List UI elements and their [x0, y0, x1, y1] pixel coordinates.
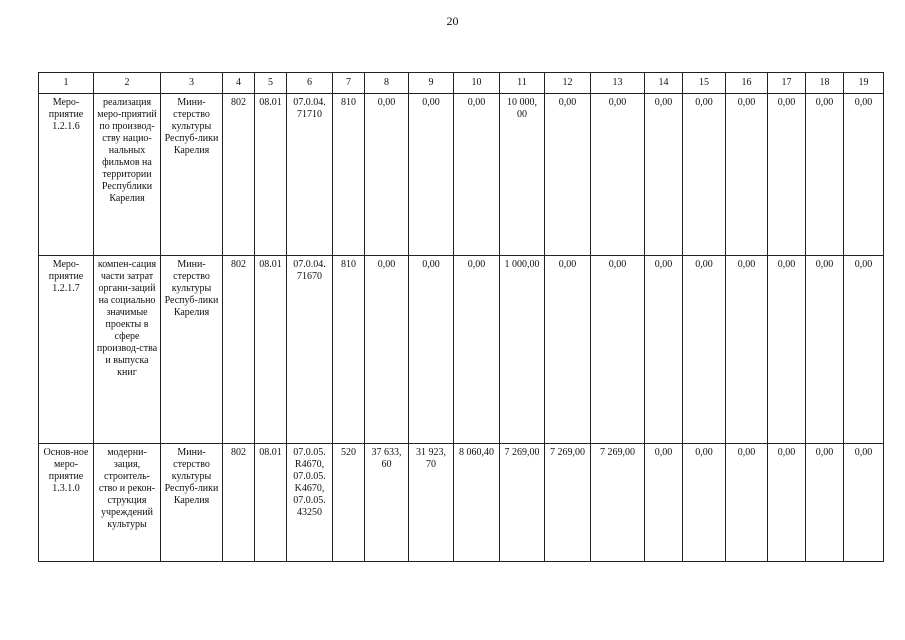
column-header: 13 [591, 73, 645, 94]
value-cell: 0,00 [409, 256, 454, 444]
value-cell: 0,00 [645, 444, 683, 562]
event-name-cell: реализация меро-приятий по производ-ству нацио-нальных фильмов на территории Республики Карелия [94, 94, 161, 256]
value-cell: 7 269,00 [500, 444, 545, 562]
value-cell: 0,00 [726, 256, 768, 444]
value-cell: 0,00 [683, 444, 726, 562]
column-header: 7 [333, 73, 365, 94]
column-header: 19 [844, 73, 884, 94]
section-code-cell: 08.01 [255, 94, 287, 256]
value-cell: 0,00 [545, 94, 591, 256]
column-header: 18 [806, 73, 844, 94]
page-number: 20 [446, 14, 459, 28]
column-header: 12 [545, 73, 591, 94]
target-code-cell: 07.0.04. 71670 [287, 256, 333, 444]
ministry-code-cell: 802 [223, 444, 255, 562]
table-row [39, 256, 884, 444]
column-header: 6 [287, 73, 333, 94]
value-cell: 0,00 [409, 94, 454, 256]
column-header: 16 [726, 73, 768, 94]
column-header: 8 [365, 73, 409, 94]
value-cell: 0,00 [365, 256, 409, 444]
expense-type-cell: 520 [333, 444, 365, 562]
executor-cell: Мини-стерство культуры Респуб-лики Карелия [161, 444, 223, 562]
budget-table [38, 72, 884, 562]
expense-type-cell: 810 [333, 256, 365, 444]
value-cell: 0,00 [844, 444, 884, 562]
column-header: 9 [409, 73, 454, 94]
value-cell: 0,00 [454, 94, 500, 256]
expense-type-cell: 810 [333, 94, 365, 256]
value-cell: 0,00 [768, 94, 806, 256]
value-cell: 0,00 [806, 256, 844, 444]
value-cell: 0,00 [726, 444, 768, 562]
column-header: 1 [39, 73, 94, 94]
table-row [39, 94, 884, 256]
section-code-cell: 08.01 [255, 256, 287, 444]
event-code-cell: Меро-приятие 1.2.1.7 [39, 256, 94, 444]
value-cell: 7 269,00 [545, 444, 591, 562]
section-code-cell: 08.01 [255, 444, 287, 562]
ministry-code-cell: 802 [223, 94, 255, 256]
column-header: 10 [454, 73, 500, 94]
executor-cell: Мини-стерство культуры Респуб-лики Карелия [161, 256, 223, 444]
value-cell: 0,00 [768, 256, 806, 444]
value-cell: 0,00 [365, 94, 409, 256]
value-cell: 0,00 [591, 94, 645, 256]
column-header: 17 [768, 73, 806, 94]
header-row [39, 73, 884, 94]
column-header: 11 [500, 73, 545, 94]
column-header: 3 [161, 73, 223, 94]
executor-cell: Мини-стерство культуры Респуб-лики Карелия [161, 94, 223, 256]
value-cell: 31 923, 70 [409, 444, 454, 562]
value-cell: 37 633, 60 [365, 444, 409, 562]
target-code-cell: 07.0.05. R4670, 07.0.05. K4670, 07.0.05. 43250 [287, 444, 333, 562]
value-cell: 0,00 [454, 256, 500, 444]
value-cell: 0,00 [645, 94, 683, 256]
event-code-cell: Меро-приятие 1.2.1.6 [39, 94, 94, 256]
value-cell: 0,00 [726, 94, 768, 256]
value-cell: 0,00 [806, 94, 844, 256]
column-header: 15 [683, 73, 726, 94]
value-cell: 0,00 [645, 256, 683, 444]
value-cell: 0,00 [683, 94, 726, 256]
value-cell: 1 000,00 [500, 256, 545, 444]
ministry-code-cell: 802 [223, 256, 255, 444]
column-header: 2 [94, 73, 161, 94]
event-name-cell: компен-сация части затрат органи-заций на социально значимые проекты в сфере производ-ства и выпуска книг [94, 256, 161, 444]
value-cell: 0,00 [806, 444, 844, 562]
target-code-cell: 07.0.04. 71710 [287, 94, 333, 256]
value-cell: 7 269,00 [591, 444, 645, 562]
event-code-cell: Основ-ное меро-приятие 1.3.1.0 [39, 444, 94, 562]
column-header: 14 [645, 73, 683, 94]
value-cell: 8 060,40 [454, 444, 500, 562]
event-name-cell: модерни-зация, строитель-ство и рекон-струкция учреждений культуры [94, 444, 161, 562]
value-cell: 10 000, 00 [500, 94, 545, 256]
value-cell: 0,00 [683, 256, 726, 444]
table-row [39, 444, 884, 562]
column-header: 4 [223, 73, 255, 94]
column-header: 5 [255, 73, 287, 94]
value-cell: 0,00 [591, 256, 645, 444]
value-cell: 0,00 [545, 256, 591, 444]
value-cell: 0,00 [844, 94, 884, 256]
value-cell: 0,00 [844, 256, 884, 444]
value-cell: 0,00 [768, 444, 806, 562]
